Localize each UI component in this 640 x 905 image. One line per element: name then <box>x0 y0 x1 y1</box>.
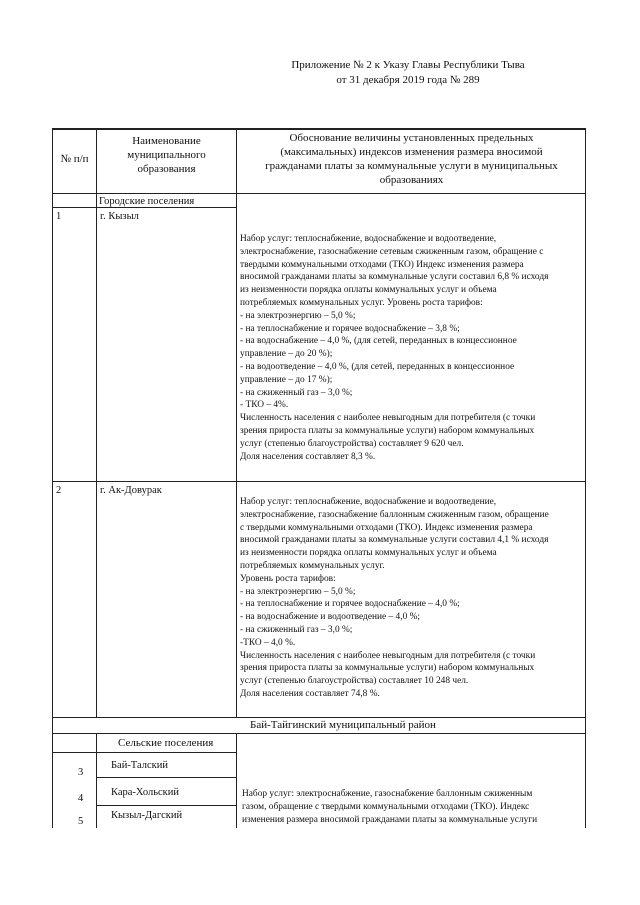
col-header-name <box>97 134 236 176</box>
col-header-desc-line: образованиях <box>379 174 444 186</box>
row-1-line: - на теплоснабжение и горячее водоснабжение – 3,8 %; <box>240 323 460 334</box>
col-header-name-line: образования <box>137 163 196 175</box>
hline-rural-bottom <box>52 752 236 753</box>
row-2-line: услуг (степенью благоустройства) составляет 10 248 чел. <box>240 676 469 687</box>
row-2-line: Численность населения с наиболее невыгодным для потребителя (с точки <box>240 650 536 661</box>
row-2-line: из неизменности порядка оплаты коммунальных услуг и объема <box>240 548 497 559</box>
row-1-line: Доля населения составляет 8,3 %. <box>240 451 376 462</box>
row-2-line: вносимой гражданами платы за коммунальные услуги составил 4,1 % исходя <box>240 535 549 546</box>
col-header-desc-line: (максимальных) индексов изменения размера вносимой <box>280 146 543 158</box>
col-header-num-text: № п/п <box>60 153 89 165</box>
section-rural-label: Сельские поселения <box>118 737 214 749</box>
row-1-line: управление – до 17 %); <box>240 374 333 385</box>
vline-right <box>585 128 586 828</box>
vline-num-upper <box>96 128 97 718</box>
section-urban-label: Городские поселения <box>99 196 195 207</box>
row-1-num: 1 <box>56 211 62 222</box>
col-header-desc-line: Обоснование величины установленных предельных <box>289 132 534 144</box>
rural-line: Набор услуг: электроснабжение, газоснабжение баллонным сжиженным <box>242 789 533 799</box>
row-1-line: управление – до 20 %); <box>240 349 333 360</box>
row-2-line: - на электроэнергию – 5,0 %; <box>240 586 356 597</box>
section-district-label: Бай-Тайгинский муниципальный район <box>250 719 436 731</box>
row-1-line: услуг (степенью благоустройства) составляет 9 620 чел. <box>240 438 464 449</box>
row-4-num: 4 <box>78 793 84 804</box>
row-1-line: - ТКО – 4%. <box>240 400 289 411</box>
row-5-name: Кызыл-Дагский <box>111 810 183 821</box>
row-1-line: потребляемых коммунальных услуг. Уровень роста тарифов: <box>240 297 483 308</box>
row-1-line: - на водоснабжение – 4,0 %, (для сетей, переданных в концессионное <box>240 336 517 347</box>
row-2-line: зрения прироста платы за коммунальные услуги) набором коммунальных <box>240 663 535 674</box>
row-2-line: - на теплоснабжение и горячее водоснабжение – 4,0 %; <box>240 599 460 610</box>
row-1-line: зрения прироста платы за коммунальные услуги) набором коммунальных <box>240 425 535 436</box>
row-2-line: Уровень роста тарифов: <box>240 573 336 584</box>
hline-row3-bottom <box>96 777 236 778</box>
hline-row2-bottom <box>52 717 586 718</box>
rural-line: газом, обращение с твердыми коммунальными отходами (ТКО). Индекс <box>242 801 530 812</box>
vline-num-lower <box>96 733 97 828</box>
row-1-line: - на электроэнергию – 5,0 %; <box>240 310 356 321</box>
vline-name-lower <box>236 733 237 828</box>
row-1-line: - на водоотведение – 4,0 %, (для сетей, переданных в концессионное <box>240 361 515 372</box>
row-2-line: потребляемых коммунальных услуг. <box>240 560 385 571</box>
row-2-num: 2 <box>56 485 62 496</box>
hline-header-bottom <box>52 193 586 194</box>
header-line-2: от 31 декабря 2019 года № 289 <box>336 74 480 86</box>
vline-left <box>52 128 53 828</box>
rural-line: изменения размера вносимой гражданами платы за коммунальные услуги <box>242 814 538 825</box>
document-header <box>258 58 558 88</box>
row-5-num: 5 <box>78 816 84 827</box>
row-2-line: -ТКО – 4,0 %. <box>240 637 296 648</box>
row-3-num: 3 <box>78 767 84 778</box>
row-2-description <box>240 496 549 701</box>
row-1-line: твердыми коммунальными отходами (ТКО) Индекс изменения размера <box>240 259 524 270</box>
hline-row4-bottom <box>96 805 236 806</box>
hline-district-bottom <box>52 733 586 734</box>
row-3-name: Бай-Талский <box>111 760 168 771</box>
row-1-line: из неизменности порядка оплаты коммунальных услуг и объема <box>240 285 497 296</box>
row-2-line: Доля населения составляет 74,8 %. <box>240 688 380 699</box>
row-2-name: г. Ак-Довурак <box>100 485 162 496</box>
col-header-num <box>53 152 96 166</box>
rural-description <box>242 788 537 826</box>
row-1-line: - на сжиженный газ – 3,0 %; <box>240 387 353 398</box>
row-2-line: Набор услуг: теплоснабжение, водоснабжение и водоотведение, <box>240 497 497 507</box>
row-2-line: - на сжиженный газ – 3,0 %; <box>240 624 353 635</box>
vline-name-upper <box>236 128 237 718</box>
row-1-line: вносимой гражданами платы за коммунальные услуги составил 6,8 % исходя <box>240 272 549 283</box>
row-1-line: Численность населения с наиболее невыгодным для потребителя (с точки <box>240 413 536 424</box>
row-1-line: Набор услуг: теплоснабжение, водоснабжение и водоотведение, <box>240 234 497 244</box>
row-4-name: Кара-Хольский <box>111 787 179 798</box>
hline-row1-bottom <box>52 481 586 482</box>
row-1-description <box>240 233 548 463</box>
row-2-line: с твердыми коммунальными отходами (ТКО). Индекс изменения размера <box>240 522 533 533</box>
header-line-1: Приложение № 2 к Указу Главы Республики Тыва <box>291 59 525 71</box>
row-2-line: - на водоснабжение и водоотведение – 4,0 %; <box>240 612 421 623</box>
col-header-desc <box>240 131 583 187</box>
hline-top <box>52 128 586 130</box>
row-1-name: г. Кызыл <box>100 211 139 222</box>
col-header-desc-line: гражданами платы за коммунальные услуги в муниципальных <box>265 160 558 172</box>
row-2-line: электроснабжение, газоснабжение баллонным сжиженным газом, обращение <box>240 509 549 520</box>
row-1-line: электроснабжение, газоснабжение сетевым сжиженным газом, обращение с <box>240 246 544 257</box>
col-header-name-line: Наименование <box>132 135 201 147</box>
col-header-name-line: муниципального <box>127 149 206 161</box>
